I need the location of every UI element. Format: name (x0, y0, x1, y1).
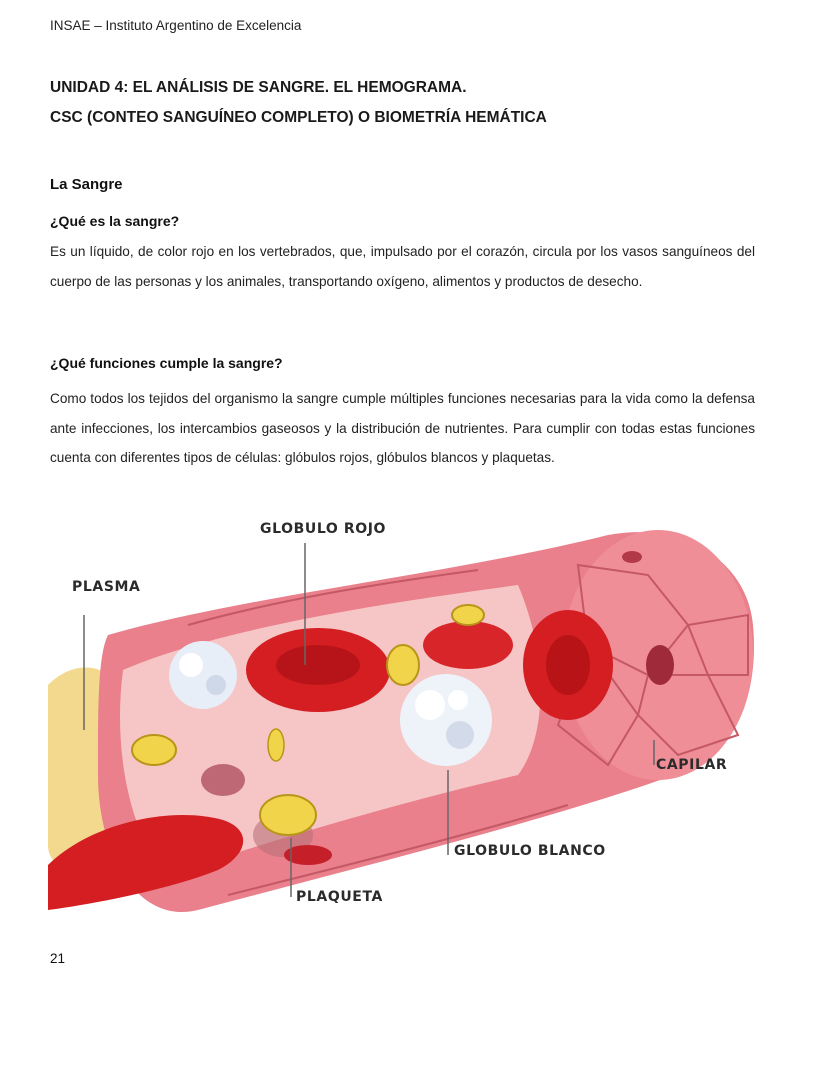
label-plasma: PLASMA (72, 579, 141, 595)
answer-blood-functions: Como todos los tejidos del organismo la sangre cumple múltiples funciones necesarias para la vida como la defensa ante infecciones, los intercambios gaseosos y la distribución de nutrientes. Para cumplir con todas estas funciones cuenta con diferentes tipos de células: glóbulos rojos, glóbulos blancos y plaquetas. (50, 391, 755, 465)
label-plaqueta: PLAQUETA (296, 889, 383, 905)
unit-subtitle: CSC (CONTEO SANGUÍNEO COMPLETO) O BIOMETRÍA HEMÁTICA (50, 109, 547, 126)
label-capilar: CAPILAR (656, 757, 728, 773)
section-heading: La Sangre (50, 176, 123, 193)
answer-what-is-blood: Es un líquido, de color rojo en los vertebrados, que, impulsado por el corazón, circula por los vasos sanguíneos del cuerpo de las personas y los animales, transportando oxígeno, alimentos y productos de desecho. (50, 244, 755, 289)
label-globulo-rojo: GLOBULO ROJO (260, 521, 387, 537)
blood-vessel-illustration (48, 505, 768, 925)
page-number: 21 (50, 951, 66, 966)
blood-vessel-figure (48, 505, 768, 925)
question-blood-functions: ¿Qué funciones cumple la sangre? (50, 355, 283, 371)
header-org: INSAE – Instituto Argentino de Excelencia (50, 18, 302, 33)
label-globulo-blanco: GLOBULO BLANCO (454, 843, 606, 859)
unit-title: UNIDAD 4: EL ANÁLISIS DE SANGRE. EL HEMOGRAMA. (50, 79, 467, 96)
question-what-is-blood: ¿Qué es la sangre? (50, 213, 180, 229)
